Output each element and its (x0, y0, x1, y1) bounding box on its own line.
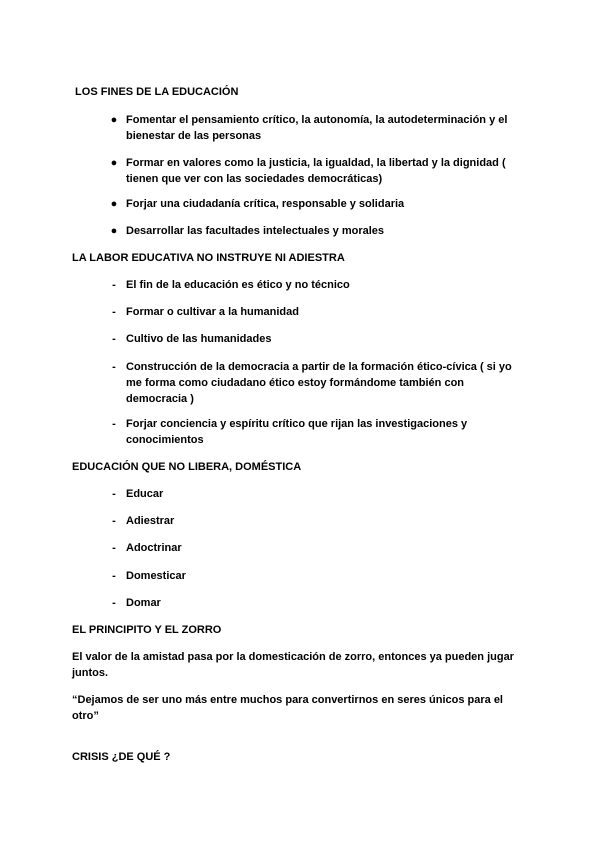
bullet-icon: ● (110, 157, 118, 169)
list-item-text: Cultivo de las humanidades (126, 333, 272, 345)
dash-marker: - (112, 418, 116, 430)
dash-marker: - (112, 515, 116, 527)
list-item-text: Desarrollar las facultades intelectuales y morales (126, 225, 385, 237)
list-item-text: Domar (126, 597, 161, 609)
list-item-text: Construcción de la democracia a partir de la formación ético-cívica ( si yo me forma como ciudadano ético estoy formándome también con democracia ) (126, 361, 512, 405)
list-item-text: Formar o cultivar a la humanidad (126, 306, 299, 318)
list-item-text: Formar en valores como la justicia, la igualdad, la libertad y la dignidad ( tienen que ver con las sociedades democráticas) (126, 157, 506, 185)
dash-marker: - (112, 333, 116, 345)
bullet-icon: ● (110, 114, 118, 126)
heading-fines-educacion: LOS FINES DE LA EDUCACIÓN (72, 86, 239, 98)
paragraph-amistad: El valor de la amistad pasa por la domesticación de zorro, entonces ya pueden jugar juntos. (72, 651, 514, 679)
dash-marker: - (112, 570, 116, 582)
list-item-text: Fomentar el pensamiento crítico, la autonomía, la autodeterminación y el bienestar de las personas (126, 114, 508, 142)
heading-labor-educativa: LA LABOR EDUCATIVA NO INSTRUYE NI ADIESTRA (72, 252, 345, 264)
bullet-icon: ● (110, 198, 118, 210)
bullet-icon: ● (110, 225, 118, 237)
heading-educacion-domestica: EDUCACIÓN QUE NO LIBERA, DOMÉSTICA (72, 461, 302, 473)
dash-marker: - (112, 488, 116, 500)
list-item-text: El fin de la educación es ético y no técnico (126, 279, 350, 291)
list-item-text: Adoctrinar (126, 542, 182, 554)
dash-marker: - (112, 306, 116, 318)
heading-principito-zorro: EL PRINCIPITO Y EL ZORRO (72, 624, 222, 636)
dash-marker: - (112, 597, 116, 609)
paragraph-quote: “Dejamos de ser uno más entre muchos para convertirnos en seres únicos para el otro” (72, 694, 503, 722)
list-item-text: Forjar una ciudadanía crítica, responsable y solidaria (126, 198, 405, 210)
list-item-text: Domesticar (126, 570, 186, 582)
heading-crisis: CRISIS ¿DE QUÉ ? (72, 751, 171, 763)
list-item-text: Educar (126, 488, 164, 500)
list-item-text: Adiestrar (126, 515, 175, 527)
dash-marker: - (112, 279, 116, 291)
dash-marker: - (112, 361, 116, 373)
dash-marker: - (112, 542, 116, 554)
list-item-text: Forjar conciencia y espíritu crítico que rijan las investigaciones y conocimientos (126, 418, 468, 446)
